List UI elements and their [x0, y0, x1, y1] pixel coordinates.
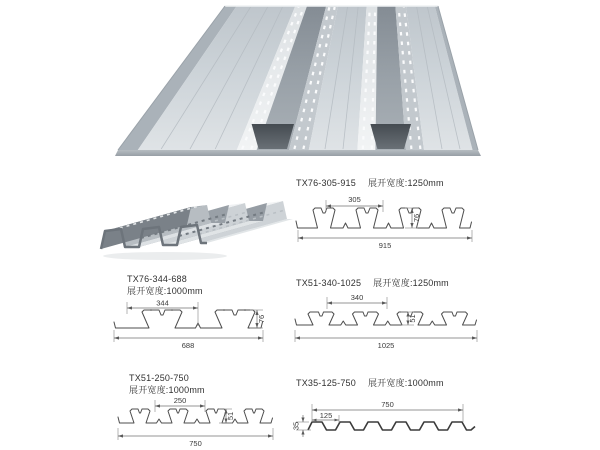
drawing3-title: TX51-340-1025	[296, 278, 362, 288]
dim-height	[405, 208, 421, 228]
profile-diagram-tx51-250-750	[110, 394, 300, 450]
dim-pitch	[327, 293, 387, 309]
dim-pitch-value: 344	[156, 298, 169, 308]
dim-width-value: 1025	[377, 341, 395, 350]
dim-height	[219, 409, 235, 423]
dim-width	[298, 230, 472, 250]
drawing5-title: TX35-125-750	[296, 378, 356, 388]
dim-width-value: 750	[189, 439, 202, 448]
dim-height-value: 51	[226, 411, 235, 421]
dim-height	[292, 415, 311, 437]
sheet-shadow	[103, 252, 227, 260]
drawing3-unfold-width: 展开宽度:1250mm	[373, 278, 449, 288]
dim-width-value: 915	[378, 241, 392, 250]
drawing5-unfold-width: 展开宽度:1000mm	[367, 378, 444, 388]
secondary-product-photo	[95, 167, 305, 263]
dim-pitch	[127, 299, 198, 327]
drawing1-unfold-width: 展开宽度:1250mm	[367, 178, 444, 188]
profile-outline	[118, 409, 273, 423]
profile-diagram-tx35-125-750	[292, 396, 488, 446]
profile-outline	[296, 208, 472, 228]
profile-outline	[308, 422, 475, 430]
drawing5-label	[296, 376, 444, 389]
drawing4-title: TX51-250-750	[129, 373, 189, 383]
profile-outline	[295, 312, 477, 325]
dim-width-value: 750	[381, 400, 394, 409]
deck-front-edge	[115, 150, 481, 156]
profile-diagram-tx76-305-915	[288, 188, 488, 258]
dim-pitch-value: 125	[319, 411, 333, 420]
drawing1-title: TX76-305-915	[296, 178, 356, 188]
dim-pitch-value: 250	[173, 396, 187, 405]
dim-width	[295, 330, 477, 350]
drawing2-unfold-width: 展开宽度:1000mm	[127, 285, 203, 296]
dim-pitch-value: 305	[348, 195, 361, 204]
dim-width-value: 688	[181, 341, 195, 350]
dim-height-value: 76	[412, 213, 421, 223]
dim-width	[118, 428, 273, 448]
dim-width	[114, 330, 263, 350]
drawing2-title: TX76-344-688	[127, 274, 187, 284]
drawing4-label	[129, 373, 205, 396]
dim-height	[401, 312, 417, 325]
dim-height-value: 51	[408, 314, 417, 323]
dim-height-value: 35	[292, 421, 301, 431]
drawing3-label	[296, 276, 449, 289]
profile-diagram-tx76-344-688	[108, 296, 278, 356]
profile-diagram-tx51-340-1025	[288, 290, 488, 355]
drawing4-unfold-width: 展开宽度:1000mm	[129, 384, 205, 395]
dim-height-value: 76	[257, 314, 266, 324]
main-product-photo	[112, 2, 484, 156]
dovetail-opening-right	[370, 124, 411, 149]
profile-outline	[114, 310, 263, 328]
dovetail-opening-left	[252, 124, 294, 149]
drawing2-label	[127, 274, 203, 297]
dim-pitch	[312, 411, 339, 423]
dim-pitch-value: 340	[350, 293, 364, 302]
